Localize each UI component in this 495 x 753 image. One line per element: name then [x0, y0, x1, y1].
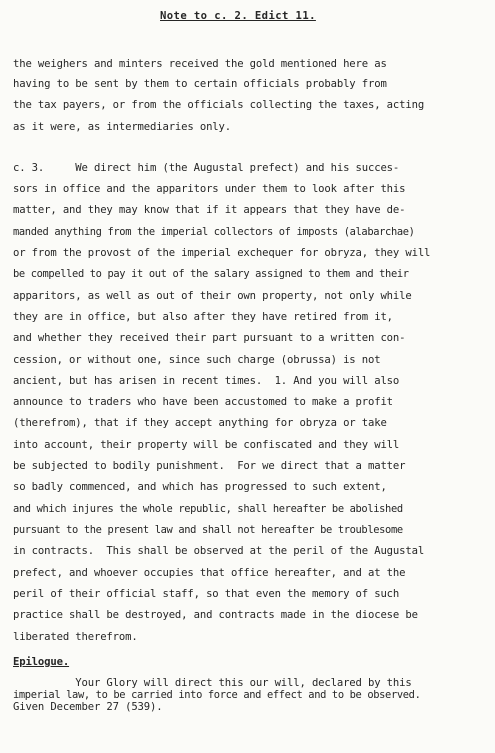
section-line: liberated therefrom.	[13, 631, 138, 643]
page-title: Note to c. 2. Edict 11.	[160, 10, 316, 22]
epilogue-line: Your Glory will direct this our will, declared by this	[13, 677, 412, 689]
section-line: be subjected to bodily punishment. For we direct that a matter	[13, 460, 406, 472]
section-line: c. 3. We direct him (the Augustal prefect) and his succes-	[13, 162, 400, 174]
section-line: practice shall be destroyed, and contracts made in the diocese be	[13, 609, 418, 621]
epilogue-line: imperial law, to be carried into force and effect and to be observed.	[13, 689, 421, 701]
section-line: and which injures the whole republic, shall hereafter be abolished	[13, 503, 403, 515]
section-line: prefect, and whoever occupies that office hereafter, and at the	[13, 567, 406, 579]
section-line: (therefrom), that if they accept anything for obryza or take	[13, 417, 387, 429]
paragraph-line: the weighers and minters received the gold mentioned here as	[13, 58, 387, 70]
section-line: into account, their property will be confiscated and they will	[13, 439, 400, 451]
paragraph-line: as it were, as intermediaries only.	[13, 121, 231, 133]
section-line: announce to traders who have been accustomed to make a profit	[13, 396, 393, 408]
epilogue-heading: Epilogue.	[13, 656, 70, 668]
section-line: be compelled to pay it out of the salary assigned to them and their	[13, 268, 409, 280]
section-line: matter, and they may know that if it appears that they have de-	[13, 204, 406, 216]
epilogue-line: Given December 27 (539).	[13, 701, 163, 713]
section-line: and whether they received their part pursuant to a written con-	[13, 332, 406, 344]
section-line: cession, or without one, since such charge (obrussa) is not	[13, 354, 381, 366]
section-line: manded anything from the imperial collectors of imposts (alabarchae)	[13, 226, 415, 238]
section-line: they are in office, but also after they have retired from it,	[13, 311, 393, 323]
section-line: peril of their official staff, so that even the memory of such	[13, 588, 400, 600]
section-line: pursuant to the present law and shall not hereafter be troublesome	[13, 524, 403, 536]
paragraph-line: the tax payers, or from the officials collecting the taxes, acting	[13, 99, 425, 111]
section-line: sors in office and the apparitors under them to look after this	[13, 183, 406, 195]
section-line: or from the provost of the imperial exchequer for obryza, they will	[13, 247, 431, 259]
section-line: ancient, but has arisen in recent times. 1. And you will also	[13, 375, 400, 387]
section-line: apparitors, as well as out of their own property, not only while	[13, 290, 412, 302]
section-line: so badly commenced, and which has progressed to such extent,	[13, 481, 387, 493]
section-line: in contracts. This shall be observed at the peril of the Augustal	[13, 545, 425, 557]
paragraph-line: having to be sent by them to certain officials probably from	[13, 78, 387, 90]
